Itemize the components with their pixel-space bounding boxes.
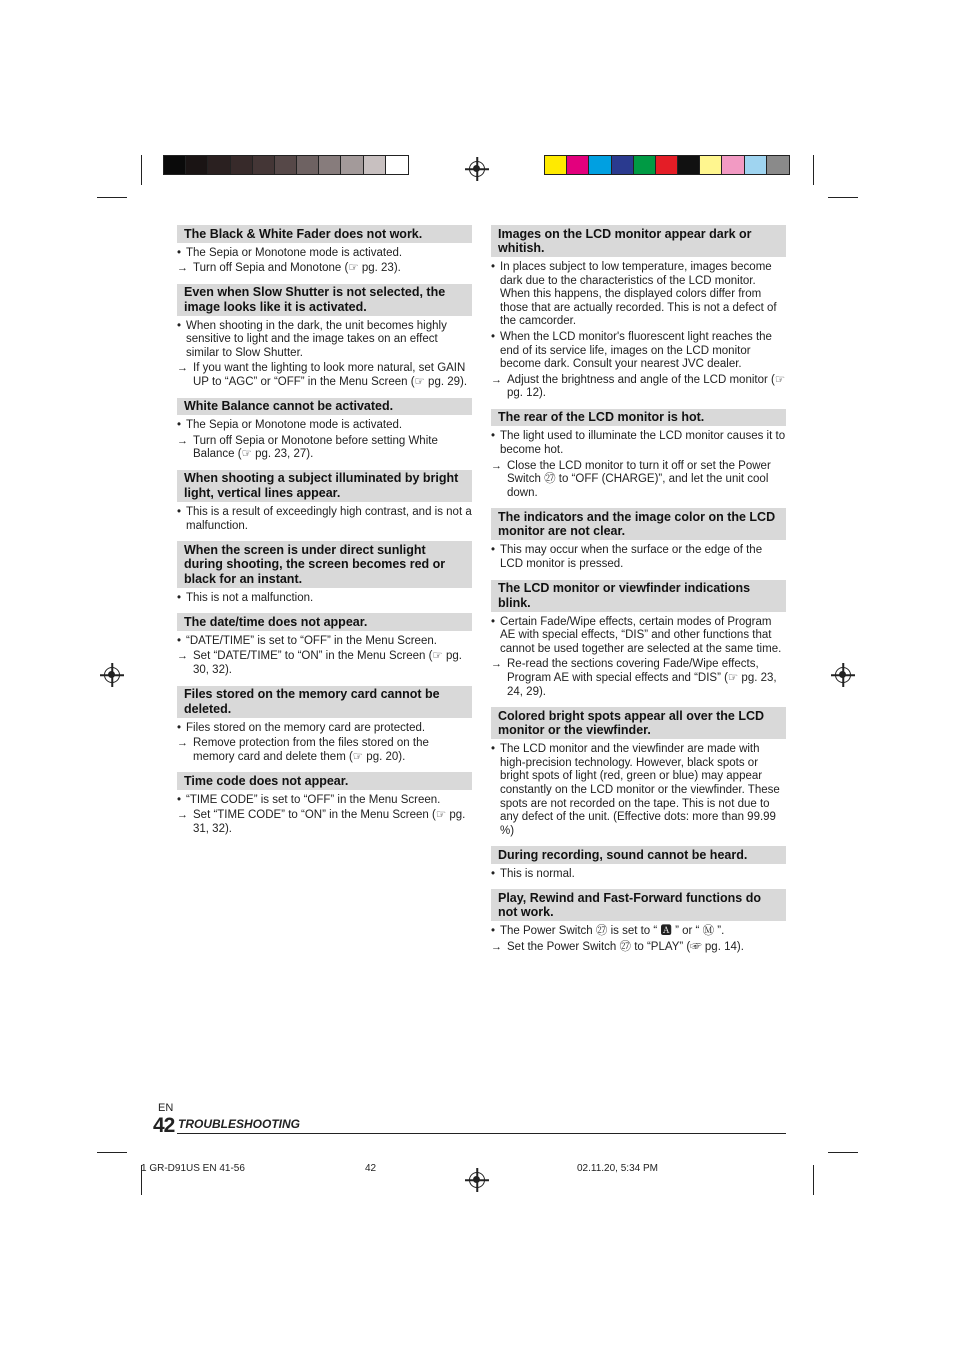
troubleshooting-section: [177, 398, 472, 462]
troubleshooting-section: [177, 225, 472, 276]
troubleshooting-section: [177, 772, 472, 836]
symptom-item: • “DATE/TIME” is set to “OFF” in the Menu Screen.: [177, 635, 472, 649]
crop-mark: [97, 197, 127, 198]
crop-mark: [97, 1152, 127, 1153]
symptom-item: • The Sepia or Monotone mode is activated.: [177, 247, 472, 261]
color-calibration-bar: [544, 155, 790, 175]
troubleshooting-section: [177, 284, 472, 390]
print-page-number: 42: [365, 1163, 377, 1174]
calibration-swatch: [767, 156, 789, 174]
section-heading: White Balance cannot be activated.: [177, 398, 472, 416]
section-heading: Even when Slow Shutter is not selected, the image looks like it is activated.: [177, 284, 472, 316]
registration-mark-icon: [835, 667, 851, 683]
remedy-item: → Turn off Sepia and Monotone (☞ pg. 23).: [177, 262, 472, 276]
remedy-item: → Set “TIME CODE” to “ON” in the Menu Screen (☞ pg. 31, 32).: [177, 809, 472, 836]
grayscale-calibration-bar: [163, 155, 409, 175]
remedy-item: → If you want the lighting to look more natural, set GAIN UP to “AGC” or “OFF” in the Menu Screen (☞ pg. 29).: [177, 362, 472, 389]
symptom-item: • “TIME CODE” is set to “OFF” in the Menu Screen.: [177, 794, 472, 808]
footer-rule: [177, 1133, 786, 1134]
symptom-item: • This may occur when the surface or the edge of the LCD monitor is pressed.: [491, 544, 786, 571]
troubleshooting-section: [491, 846, 786, 881]
calibration-swatch: [186, 156, 208, 174]
calibration-swatch: [208, 156, 230, 174]
calibration-swatch: [253, 156, 275, 174]
calibration-swatch: [722, 156, 744, 174]
registration-mark-icon: [104, 667, 120, 683]
troubleshooting-section: [177, 613, 472, 677]
calibration-swatch: [297, 156, 319, 174]
file-id: 1 GR-D91US EN 41-56: [141, 1163, 245, 1174]
language-label: EN: [158, 1102, 174, 1114]
troubleshooting-section: [491, 409, 786, 500]
calibration-swatch: [275, 156, 297, 174]
calibration-swatch: [164, 156, 186, 174]
symptom-item: • The Power Switch ㉗ is set to “ 🅰 ” or “ Ⓜ ”.: [491, 925, 786, 939]
calibration-swatch: [678, 156, 700, 174]
remedy-item: → Set “DATE/TIME” to “ON” in the Menu Screen (☞ pg. 30, 32).: [177, 650, 472, 677]
symptom-item: • The Sepia or Monotone mode is activated.: [177, 419, 472, 433]
print-datetime: 02.11.20, 5:34 PM: [577, 1163, 658, 1174]
troubleshooting-section: [491, 508, 786, 571]
section-heading: During recording, sound cannot be heard.: [491, 846, 786, 864]
remedy-item: → Set the Power Switch ㉗ to “PLAY” (☞ pg. 14).: [491, 941, 786, 955]
remedy-item: → Remove protection from the files stored on the memory card and delete them (☞ pg. 20).: [177, 737, 472, 764]
section-heading: Colored bright spots appear all over the LCD monitor or the viewfinder.: [491, 707, 786, 739]
calibration-swatch: [545, 156, 567, 174]
section-heading: Play, Rewind and Fast-Forward functions do not work.: [491, 889, 786, 921]
symptom-item: • Files stored on the memory card are protected.: [177, 722, 472, 736]
crop-mark: [813, 155, 814, 185]
symptom-item: • The light used to illuminate the LCD monitor causes it to become hot.: [491, 430, 786, 457]
remedy-item: → Close the LCD monitor to turn it off or set the Power Switch ㉗ to “OFF (CHARGE)”, and let the unit cool down.: [491, 460, 786, 501]
remedy-item: → Turn off Sepia or Monotone before setting White Balance (☞ pg. 23, 27).: [177, 435, 472, 462]
remedy-item: → Re-read the sections covering Fade/Wipe effects, Program AE with special effects and “DIS” (☞ pg. 23, 24, 29).: [491, 658, 786, 699]
section-heading: The indicators and the image color on the LCD monitor are not clear.: [491, 508, 786, 540]
section-heading: Images on the LCD monitor appear dark or whitish.: [491, 225, 786, 257]
troubleshooting-section: [491, 707, 786, 838]
troubleshooting-section: [491, 580, 786, 700]
troubleshooting-section: [177, 541, 472, 605]
symptom-item: • This is normal.: [491, 868, 786, 882]
calibration-swatch: [231, 156, 253, 174]
registration-mark-icon: [469, 1172, 485, 1188]
troubleshooting-section: [491, 225, 786, 401]
symptom-item: • When the LCD monitor's fluorescent light reaches the end of its service life, images on the LCD monitor become dark. Consult your nearest JVC dealer.: [491, 331, 786, 372]
calibration-swatch: [319, 156, 341, 174]
crop-mark: [828, 197, 858, 198]
calibration-swatch: [341, 156, 363, 174]
calibration-swatch: [634, 156, 656, 174]
calibration-swatch: [700, 156, 722, 174]
section-heading: The LCD monitor or viewfinder indications blink.: [491, 580, 786, 612]
crop-mark: [141, 155, 142, 185]
section-heading: The rear of the LCD monitor is hot.: [491, 409, 786, 427]
calibration-swatch: [612, 156, 634, 174]
troubleshooting-section: [491, 889, 786, 954]
registration-mark-icon: [469, 161, 485, 177]
section-heading: When shooting a subject illuminated by bright light, vertical lines appear.: [177, 470, 472, 502]
troubleshooting-section: [177, 470, 472, 533]
section-heading: When the screen is under direct sunlight during shooting, the screen becomes red or black for an instant.: [177, 541, 472, 588]
calibration-swatch: [364, 156, 386, 174]
page-number: 42: [153, 1114, 175, 1137]
section-title: TROUBLESHOOTING: [178, 1117, 300, 1131]
remedy-item: → Adjust the brightness and angle of the LCD monitor (☞ pg. 12).: [491, 374, 786, 401]
calibration-swatch: [386, 156, 408, 174]
crop-mark: [828, 1152, 858, 1153]
calibration-swatch: [567, 156, 589, 174]
symptom-item: • In places subject to low temperature, images become dark due to the characteristics of the LCD monitor. When this happens, the displayed colors differ from those that are actually recorded. This is not a defect of the camcorder.: [491, 261, 786, 329]
calibration-swatch: [745, 156, 767, 174]
section-heading: Files stored on the memory card cannot be deleted.: [177, 686, 472, 718]
section-heading: Time code does not appear.: [177, 772, 472, 790]
calibration-swatch: [656, 156, 678, 174]
symptom-item: • When shooting in the dark, the unit becomes highly sensitive to light and the image takes on an effect similar to Slow Shutter.: [177, 320, 472, 361]
troubleshooting-section: [177, 686, 472, 765]
left-column: [177, 225, 472, 845]
crop-mark: [813, 1165, 814, 1195]
section-heading: The date/time does not appear.: [177, 613, 472, 631]
symptom-item: • Certain Fade/Wipe effects, certain modes of Program AE with special effects, “DIS” and other functions that cannot be used together are selected at the same time.: [491, 616, 786, 657]
calibration-swatch: [589, 156, 611, 174]
symptom-item: • The LCD monitor and the viewfinder are made with high-precision technology. However, black spots or bright spots of light (red, green or blue) may appear constantly on the LCD monitor or the viewfinder. These spots are not recorded on the tape. This is not due to any defect of the unit. (Effective dots: more than 99.99 %): [491, 743, 786, 838]
symptom-item: • This is not a malfunction.: [177, 592, 472, 606]
right-column: [491, 225, 786, 963]
symptom-item: • This is a result of exceedingly high contrast, and is not a malfunction.: [177, 506, 472, 533]
section-heading: The Black & White Fader does not work.: [177, 225, 472, 243]
